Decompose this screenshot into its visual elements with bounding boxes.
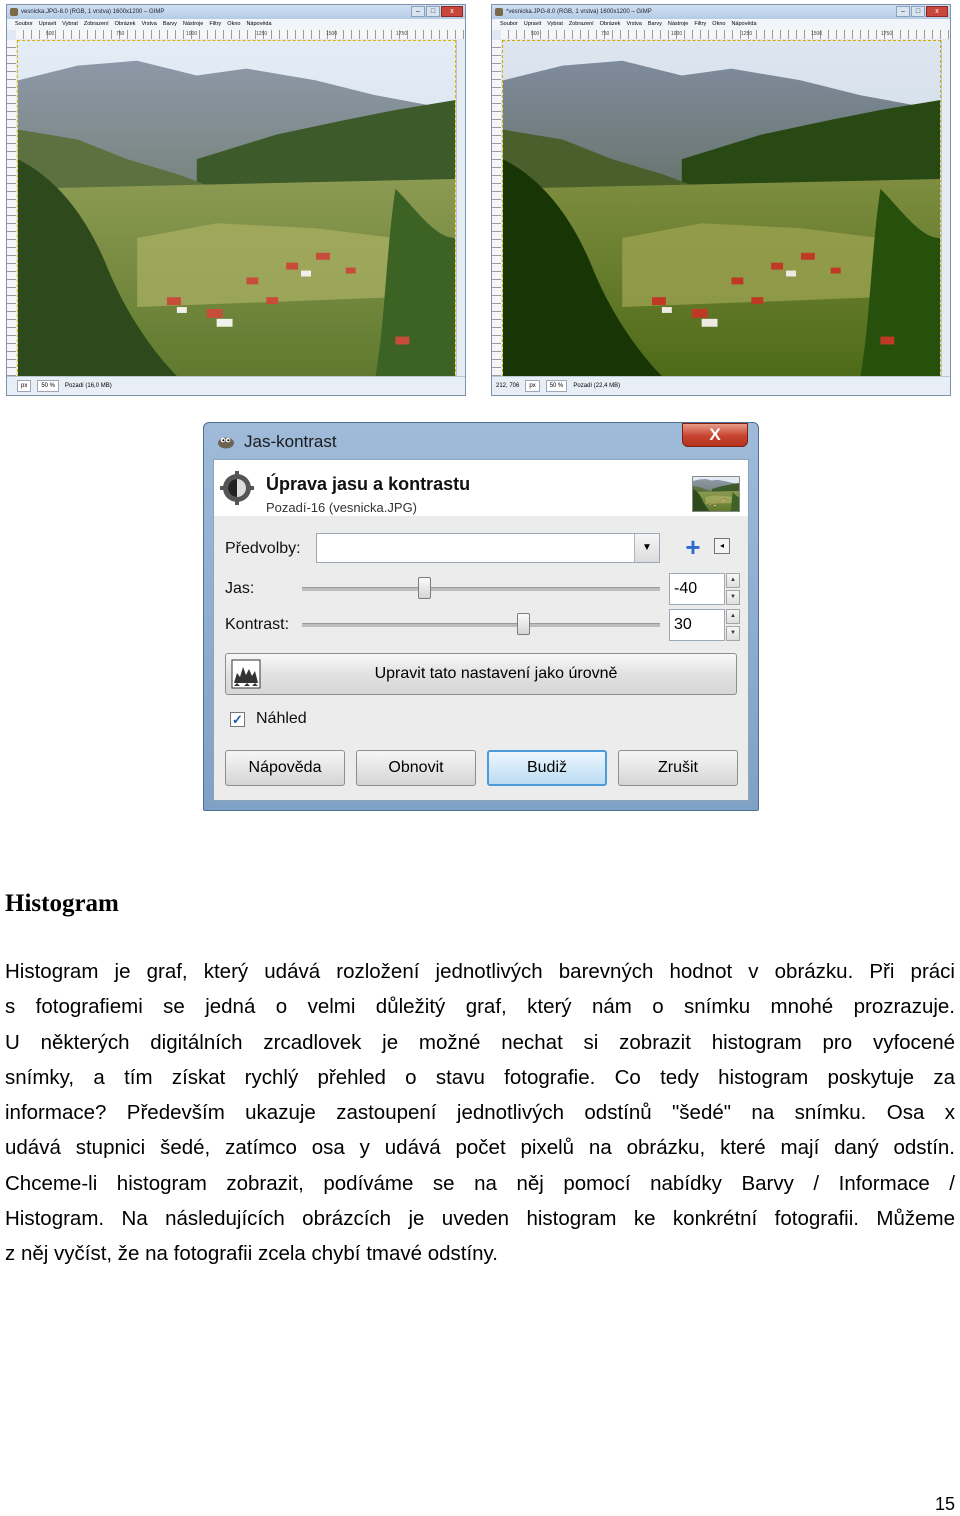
section-heading: Histogram: [5, 890, 119, 917]
image-canvas[interactable]: [17, 40, 456, 377]
ruler-mark: 1250: [256, 31, 268, 37]
paragraph-line: s fotografiemi se jedná o velmi důležitý graf, který nám o snímku mnohé prozrazuje.: [5, 995, 955, 1019]
image-thumbnail: [692, 476, 740, 512]
brightness-slider-track[interactable]: [302, 587, 660, 591]
paragraph-line: Chceme-li histogram zobrazit, podíváme se na něj pomocí nabídky Barvy / Informace /: [5, 1171, 955, 1195]
horizontal-ruler[interactable]: [501, 30, 950, 39]
dialog-content: [213, 459, 749, 801]
menu-barvy[interactable]: Barvy: [647, 21, 662, 27]
paragraph-line: udává stupnici šedé, zatímco osa y udává počet pixelů na obrázku, které mají daný odstín.: [5, 1136, 955, 1160]
ruler-mark: 750: [116, 31, 125, 37]
paragraph-line: informace? Především ukazuje zastoupení jednotlivých odstínů "šedé" na snímku. Osa x: [5, 1101, 955, 1125]
menu-okno[interactable]: Okno: [227, 21, 241, 27]
zoom-select[interactable]: 50 %: [37, 380, 59, 392]
zoom-select[interactable]: 50 %: [546, 380, 568, 392]
brightness-spin-input[interactable]: -40: [669, 573, 725, 605]
cancel-button[interactable]: Zrušit: [618, 750, 738, 786]
vertical-scrollbar[interactable]: [456, 40, 465, 377]
contrast-slider-track[interactable]: [302, 623, 660, 627]
menu-napoveda[interactable]: Nápověda: [731, 21, 757, 27]
landscape-photo: [503, 41, 940, 376]
menu-vybrat[interactable]: Vybrat: [547, 21, 563, 27]
paragraph-line: snímky, a tím získat rychlý přehled o stavu fotografie. Co tedy histogram poskytuje za: [5, 1065, 955, 1089]
menu-filtry[interactable]: Filtry: [694, 21, 707, 27]
chevron-down-icon[interactable]: ▼: [634, 534, 659, 562]
menu-obrazek[interactable]: Obrázek: [114, 21, 136, 27]
window-title-bar[interactable]: [7, 5, 465, 19]
status-coords: 212, 706: [496, 383, 520, 389]
ruler-mark: 1250: [741, 31, 753, 37]
menu-upravit[interactable]: Upravit: [523, 21, 542, 27]
minimize-button[interactable]: –: [896, 6, 910, 17]
menu-upravit[interactable]: Upravit: [38, 21, 57, 27]
unit-select[interactable]: px: [525, 380, 539, 392]
menu-soubor[interactable]: Soubor: [15, 21, 33, 27]
status-layer: Pozadí (16,0 MB): [65, 383, 112, 389]
reset-button[interactable]: Obnovit: [356, 750, 476, 786]
ruler-mark: 1750: [881, 31, 893, 37]
contrast-slider-handle[interactable]: [517, 613, 530, 635]
edit-as-levels-label: Upravit tato nastavení jako úrovně: [374, 665, 618, 682]
menu-filtry[interactable]: Filtry: [209, 21, 222, 27]
brightness-label: Jas:: [225, 580, 255, 597]
menu-vrstva[interactable]: Vrstva: [141, 21, 157, 27]
presets-combo[interactable]: [316, 533, 660, 563]
ruler-mark: 1000: [186, 31, 198, 37]
arrow-down-icon[interactable]: ▼: [726, 590, 740, 605]
landscape-photo: [18, 41, 455, 376]
preview-label: Náhled: [256, 710, 307, 727]
gimp-app-icon: [10, 8, 18, 16]
dialog-title-bar[interactable]: [204, 423, 758, 459]
status-bar: [7, 376, 465, 395]
close-button[interactable]: X: [682, 423, 748, 447]
menu-nastroje[interactable]: Nástroje: [182, 21, 204, 27]
preview-checkbox[interactable]: ✓: [230, 712, 245, 727]
ruler-mark: 500: [531, 31, 540, 37]
close-button[interactable]: x: [926, 6, 948, 17]
dialog-title: Jas-kontrast: [244, 432, 337, 451]
header-title: Úprava jasu a kontrastu: [266, 474, 471, 494]
contrast-label: Kontrast:: [225, 616, 290, 633]
status-layer: Pozadí (22,4 MB): [573, 383, 621, 389]
gimp-window-adjusted: [491, 4, 951, 396]
ruler-mark: 1000: [671, 31, 683, 37]
edit-as-levels-button[interactable]: [225, 653, 737, 695]
ruler-mark: 750: [601, 31, 610, 37]
menu-bar: [7, 19, 465, 30]
brightness-slider-handle[interactable]: [418, 577, 431, 599]
menu-bar: [492, 19, 950, 30]
vertical-ruler[interactable]: [7, 40, 16, 377]
gimp-wilber-icon: [216, 433, 236, 449]
menu-barvy[interactable]: Barvy: [162, 21, 177, 27]
preset-menu-icon[interactable]: ◂: [714, 538, 730, 554]
presets-label: Předvolby:: [225, 540, 301, 557]
brightness-spin-arrows[interactable]: [726, 573, 740, 605]
header-subtitle: Pozadí-16 (vesnicka.JPG): [266, 500, 418, 515]
gimp-app-icon: [495, 8, 503, 16]
dialog-header: [214, 460, 748, 516]
menu-nastroje[interactable]: Nástroje: [667, 21, 689, 27]
ruler-mark: 1750: [396, 31, 408, 37]
window-title: *vesnicka.JPG-8.0 (RGB, 1 vrstva) 1600x1200 – GIMP: [506, 9, 652, 15]
paragraph-line: Histogram. Na následujících obrázcích je uveden histogram ke konkrétní fotografii. Můžeme: [5, 1207, 955, 1231]
contrast-spin-arrows[interactable]: [726, 609, 740, 641]
menu-vrstva[interactable]: Vrstva: [626, 21, 642, 27]
image-canvas[interactable]: [502, 40, 941, 377]
paragraph-line: z něj vyčíst, že na fotografii zcela chybí tmavé odstíny.: [5, 1242, 498, 1266]
gimp-window-original: [6, 4, 466, 396]
arrow-up-icon[interactable]: ▲: [726, 609, 740, 624]
page-number: 15: [934, 1494, 955, 1514]
maximize-button[interactable]: □: [911, 6, 925, 17]
vertical-scrollbar[interactable]: [941, 40, 950, 377]
maximize-button[interactable]: □: [426, 6, 440, 17]
article-paragraph: [5, 954, 955, 1272]
ruler-mark: 1500: [811, 31, 823, 37]
horizontal-ruler[interactable]: [16, 30, 465, 39]
menu-okno[interactable]: Okno: [712, 21, 726, 27]
ok-button[interactable]: Budiž: [487, 750, 607, 786]
brightness-contrast-dialog: [203, 422, 759, 811]
paragraph-line: U některých digitálních zrcadlovek je možné nechat si zobrazit histogram pro vyfocené: [5, 1030, 955, 1054]
ruler-mark: 1500: [326, 31, 338, 37]
add-preset-icon[interactable]: +: [685, 532, 701, 562]
unit-select[interactable]: px: [17, 380, 31, 392]
menu-zobrazeni[interactable]: Zobrazení: [83, 21, 109, 27]
landscape-thumbnail: [693, 477, 739, 511]
arrow-down-icon[interactable]: ▼: [726, 626, 740, 641]
status-bar: [492, 376, 950, 395]
contrast-spin-input[interactable]: 30: [669, 609, 725, 641]
minimize-button[interactable]: –: [411, 6, 425, 17]
vertical-ruler[interactable]: [492, 40, 501, 377]
paragraph-line: Histogram je graf, který udává rozložení jednotlivých barevných hodnot v obrázku. Při práci: [5, 960, 955, 983]
menu-napoveda[interactable]: Nápověda: [246, 21, 272, 27]
brightness-contrast-icon: [220, 471, 254, 505]
menu-zobrazeni[interactable]: Zobrazení: [568, 21, 594, 27]
ruler-mark: 500: [46, 31, 55, 37]
close-button[interactable]: x: [441, 6, 463, 17]
window-title: vesnicka.JPG-8.0 (RGB, 1 vrstva) 1600x1200 – GIMP: [21, 9, 165, 15]
menu-obrazek[interactable]: Obrázek: [599, 21, 621, 27]
window-title-bar[interactable]: [492, 5, 950, 19]
help-button[interactable]: Nápověda: [225, 750, 345, 786]
menu-soubor[interactable]: Soubor: [500, 21, 518, 27]
arrow-up-icon[interactable]: ▲: [726, 573, 740, 588]
menu-vybrat[interactable]: Vybrat: [62, 21, 78, 27]
